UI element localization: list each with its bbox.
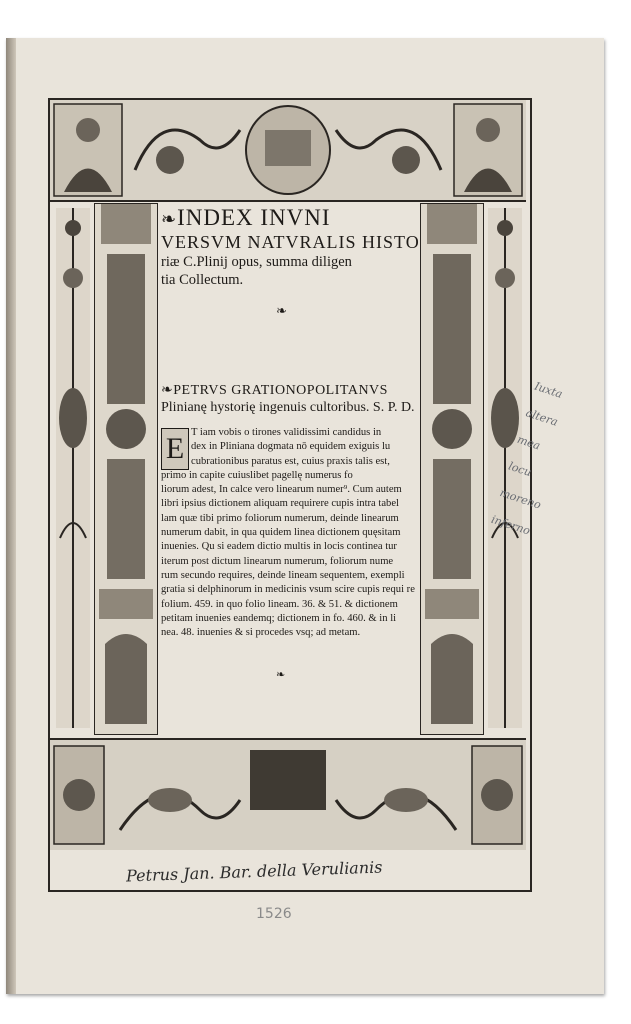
text-line: nea. 48. inuenies & si procedes vsq; ad metam.	[161, 627, 361, 639]
margin-note-line: altera	[524, 406, 560, 429]
text-line: numerum dabit, in qua quidem linea dictionem quęsitam	[161, 527, 401, 539]
text-line: T iam vobis o tirones validissimi candidus in	[191, 427, 382, 438]
margin-note-line: moreno	[498, 486, 543, 512]
address-heading	[161, 382, 421, 416]
text-line: primo in capite cuiuslibet pagellę numerus fo	[161, 469, 353, 481]
decorated-initial: E	[161, 428, 189, 470]
margin-note-line: Iuxta	[532, 379, 565, 401]
text-line: folium. 459. in quo folio lineam. 36. & 51. & dictionem	[161, 598, 398, 610]
left-candelabrum-ornament	[56, 208, 90, 728]
title-line-1: ❧INDEX INVNI	[161, 205, 331, 230]
left-candelabrum-illustration	[56, 208, 90, 728]
fleuron-icon: ❧	[161, 383, 174, 398]
text-line: dex in Pliniana dogmata nō equidem exiguis lu	[191, 441, 391, 453]
pencil-date-note: 1526	[256, 906, 292, 922]
fleuron-icon: ❧	[276, 668, 286, 681]
fleuron-icon: ❧	[276, 304, 287, 319]
top-border-illustration	[50, 100, 526, 200]
text-line: gratia si delphinorum in medicinis vsum scire cupis requi re	[161, 584, 415, 596]
fleuron-icon: ❧	[161, 209, 178, 229]
margin-note-line: locu	[506, 459, 534, 480]
ownership-inscription: Petrus Jan. Bar. della Verulianis	[125, 857, 383, 886]
text-line: rum secundo requires, deinde lineam sequentem, exempli	[161, 569, 405, 581]
bottom-woodcut-border	[50, 738, 526, 850]
text-line: liorum adest, In calce vero linearum numer⁹. Cum autem	[161, 484, 402, 496]
address-author: ❧PETRVS GRATIONOPOLITANVS	[161, 383, 388, 398]
book-page	[6, 38, 604, 994]
title-line-4: tia Collectum.	[161, 272, 244, 288]
address-recipients: Plinianę hystorię ingenuis cultoribus. S. P. D.	[161, 400, 415, 415]
top-woodcut-border	[50, 100, 526, 202]
right-column-ornament	[420, 203, 484, 735]
text-line: petitam inuenies eandemq; dictionem in fo. 460. & in li	[161, 612, 397, 624]
title-text-block	[161, 205, 420, 736]
text-line: libri ipsius dictionem aliquam requirere cupis intra tabel	[161, 498, 399, 510]
preface-text	[161, 426, 419, 640]
bottom-border-illustration	[50, 740, 526, 850]
right-column-illustration	[421, 204, 483, 734]
margin-note-line: mea	[515, 432, 542, 453]
title-line-3: riæ C.Plinij opus, summa diligen	[161, 254, 352, 270]
text-line: cubrationibus paratus est, cuius praxis talis est,	[191, 455, 390, 467]
title-line-2: VERSVM NATVRALIS HISTO	[161, 232, 420, 252]
text-line: inuenies. Qu si eadem dictio multis in locis continea tur	[161, 541, 397, 553]
left-column-ornament	[94, 203, 158, 735]
text-line: lam quæ tibi primo foliorum numerum, deinde linearum	[161, 512, 399, 524]
page-edge	[6, 38, 16, 994]
book-title	[161, 206, 421, 289]
text-line: iterum post dictum linearum numerum, foliorum nume	[161, 555, 394, 567]
left-column-illustration	[95, 204, 157, 734]
margin-note-line: inferno	[489, 512, 532, 538]
